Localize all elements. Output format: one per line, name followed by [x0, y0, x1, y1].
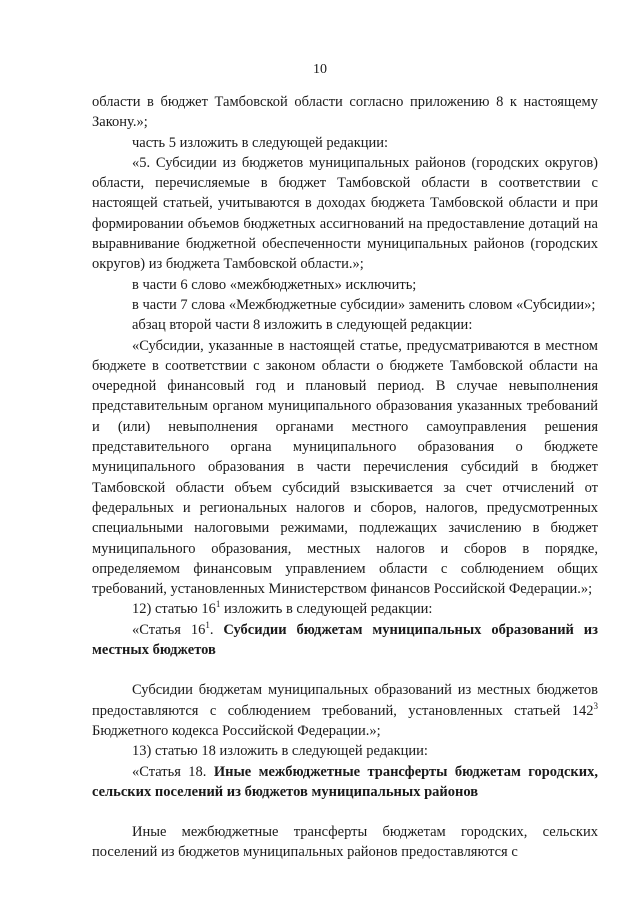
article-16-1-sup: 1 [205, 619, 210, 630]
article-16-1-text [92, 680, 598, 741]
document-body [92, 92, 598, 863]
article-18-text: Иные межбюджетные трансферты бюджетам городских, сельских поселений из бюджетов муниципальных районов предоставляются с [92, 824, 598, 861]
article-16-1-body: Субсидии бюджетам муниципальных образований из местных бюджетов предоставляются с соблюдением требований, установленных статьей 142 [92, 682, 598, 719]
paragraph-part6: в части 6 слово «межбюджетных» исключить; [132, 276, 417, 293]
paragraph-part7: в части 7 слова «Межбюджетные субсидии» заменить словом «Субсидии»; [132, 296, 596, 313]
page-number: 10 [313, 62, 327, 77]
item-12-text-end: изложить в следующей редакции: [220, 601, 433, 618]
paragraph-part8-intro: абзац второй части 8 изложить в следующей редакции: [132, 317, 473, 334]
item-12-text: 12) статью 16 [132, 601, 216, 618]
article-16-1-title: Субсидии бюджетам муниципальных образований из местных бюджетов [92, 621, 598, 659]
blank-line [92, 802, 598, 822]
paragraph-continuation: области в бюджет Тамбовской области согласно приложению 8 к настоящему Закону.»; [92, 94, 598, 131]
article-18-title: Иные межбюджетные трансферты бюджетам городских, сельских поселений из бюджетов муниципальных районов [92, 763, 598, 800]
article-16-1-prefix: «Статья 16 [132, 621, 206, 638]
article-18-heading [92, 762, 598, 803]
article-16-1-heading [92, 620, 598, 661]
article-16-1-body-end: Бюджетного кодекса Российской Федерации.»; [92, 722, 381, 739]
paragraph-part8-text: «Субсидии, указанные в настоящей статье, предусматриваются в местном бюджете в соответствии с законом области о бюджете Тамбовской области на очередной финансовый год и плановый период. В случае невыполнения представительным органом муниципального образования указанных требований и (или) невыполнения органами местного самоуправления решения представительного органа муниципального образования о бюджете муниципального образования в части перечисления субсидий в бюджет Тамбовской области объем субсидий взыскивается за счет отчислений от федеральных и региональных налогов и сборов, налогов, предусмотренных специальными налоговыми режимами, подлежащих зачислению в бюджет муниципального образования, местных налогов и сборов в порядке, определяемом финансовым управлением области с соблюдением общих требований, установленных Министерством финансов Российской Федерации.»; [92, 337, 598, 598]
paragraph-part5-intro: часть 5 изложить в следующей редакции: [132, 134, 389, 151]
article-16-1-dot: . [209, 621, 224, 638]
paragraph-part5-text: «5. Субсидии из бюджетов муниципальных районов (городских округов) области, перечисляемые в бюджет Тамбовской области в соответствии с настоящей статьей, учитываются в доходах бюджета Тамбовской области и при формировании объемов бюджетных ассигнований на предоставление дотаций на выравнивание бюджетной обеспеченности муниципальных районов (городских округов) из бюджета Тамбовской области.»; [92, 154, 598, 273]
article-18-prefix: «Статья 18. [132, 763, 214, 780]
item-12-sup: 1 [215, 599, 221, 610]
paragraph-item-13: 13) статью 18 изложить в следующей редакции: [132, 743, 428, 760]
article-16-1-body-sup: 3 [593, 700, 598, 711]
blank-line [92, 660, 598, 680]
paragraph-item-12 [92, 599, 598, 619]
